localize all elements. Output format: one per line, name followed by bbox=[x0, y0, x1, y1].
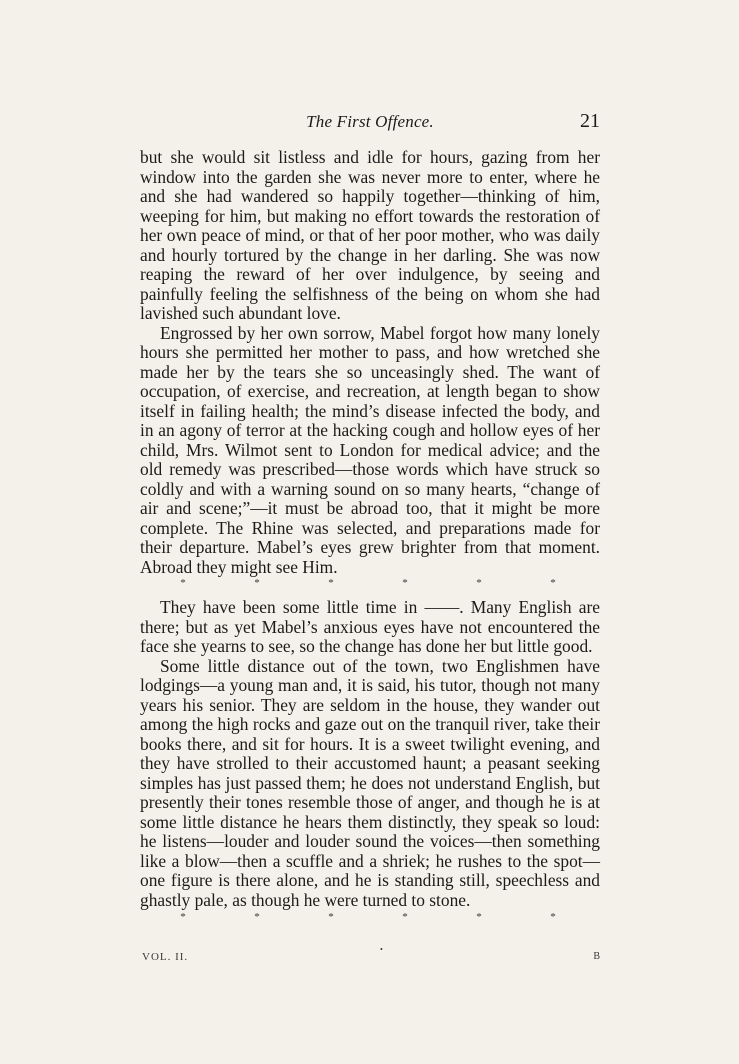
star-ornament: * bbox=[476, 911, 482, 923]
printer-mark-dot: • bbox=[380, 945, 383, 954]
star-ornament: * bbox=[402, 577, 408, 589]
folio-mark: B bbox=[593, 951, 600, 962]
star-ornament: * bbox=[550, 911, 556, 923]
volume-signature: VOL. II. bbox=[142, 951, 189, 963]
page-header bbox=[140, 112, 600, 142]
end-stars bbox=[140, 910, 600, 924]
star-ornament: * bbox=[402, 911, 408, 923]
paragraph-2: Engrossed by her own sorrow, Mabel forgot how many lonely hours she permitted her mother to pass, and how wretched she made her by the tears she so unceasingly shed. The want of occupation, of exercise, and recreation, at length began to show itself in failing health; the mind’s disease infected the body, and in an agony of terror at the hacking cough and hollow eyes of her child, Mrs. Wilmot sent to London for medical advice; and the old remedy was prescribed—those words which have struck so coldly and with a warning sound on so many hearts, “change of air and scene;”—it must be abroad too, that it might be more complete. The Rhine was selected, and preparations made for their departure. Mabel’s eyes grew brighter from that moment. Abroad they might see Him. bbox=[140, 322, 600, 577]
star-ornament: * bbox=[180, 911, 186, 923]
section-break-stars bbox=[140, 576, 600, 590]
star-ornament: * bbox=[550, 577, 556, 589]
star-ornament: * bbox=[254, 577, 260, 589]
star-ornament: * bbox=[328, 911, 334, 923]
star-ornament: * bbox=[254, 911, 260, 923]
running-title: The First Offence. bbox=[306, 112, 434, 131]
paragraph-3: They have been some little time in ——. Many English are there; but as yet Mabel’s anxious eyes have not encountered the face she yearns to see, so the change has done her but little good. bbox=[140, 597, 600, 656]
paragraph-4: Some little distance out of the town, two Englishmen have lodgings—a young man and, it is said, his tutor, though not many years his senior. They are seldom in the house, they wander out among the high rocks and gaze out on the tranquil river, take their books there, and sit for hours. It is a sweet twilight evening, and they have strolled to their accustomed haunt; a peasant seeking simples has just passed them; he does not understand English, but presently their tones resemble those of anger, and though he is at some little distance he hears them distinctly, they speak so loud: he listens—louder and louder sound the voices—then something like a blow—then a scuffle and a shriek; he rushes to the spot—one figure is there alone, and he is standing still, speechless and ghastly pale, as though he were turned to stone. bbox=[140, 655, 600, 910]
paragraph-1: but she would sit listless and idle for hours, gazing from her window into the garden she was never more to enter, where he and she had wandered so happily together—thinking of him, weeping for him, but making no effort towards the restoration of her own peace of mind, or that of her poor mother, who was daily and hourly tortured by the change in her darling. She was now reaping the reward of her over indulgence, by seeing and painfully feeling the selfishness of the being on whom she had lavished such abundant love. bbox=[140, 147, 600, 323]
star-ornament: * bbox=[180, 577, 186, 589]
page-number: 21 bbox=[580, 110, 600, 132]
star-ornament: * bbox=[328, 577, 334, 589]
body-text bbox=[140, 148, 600, 924]
star-ornament: * bbox=[476, 577, 482, 589]
